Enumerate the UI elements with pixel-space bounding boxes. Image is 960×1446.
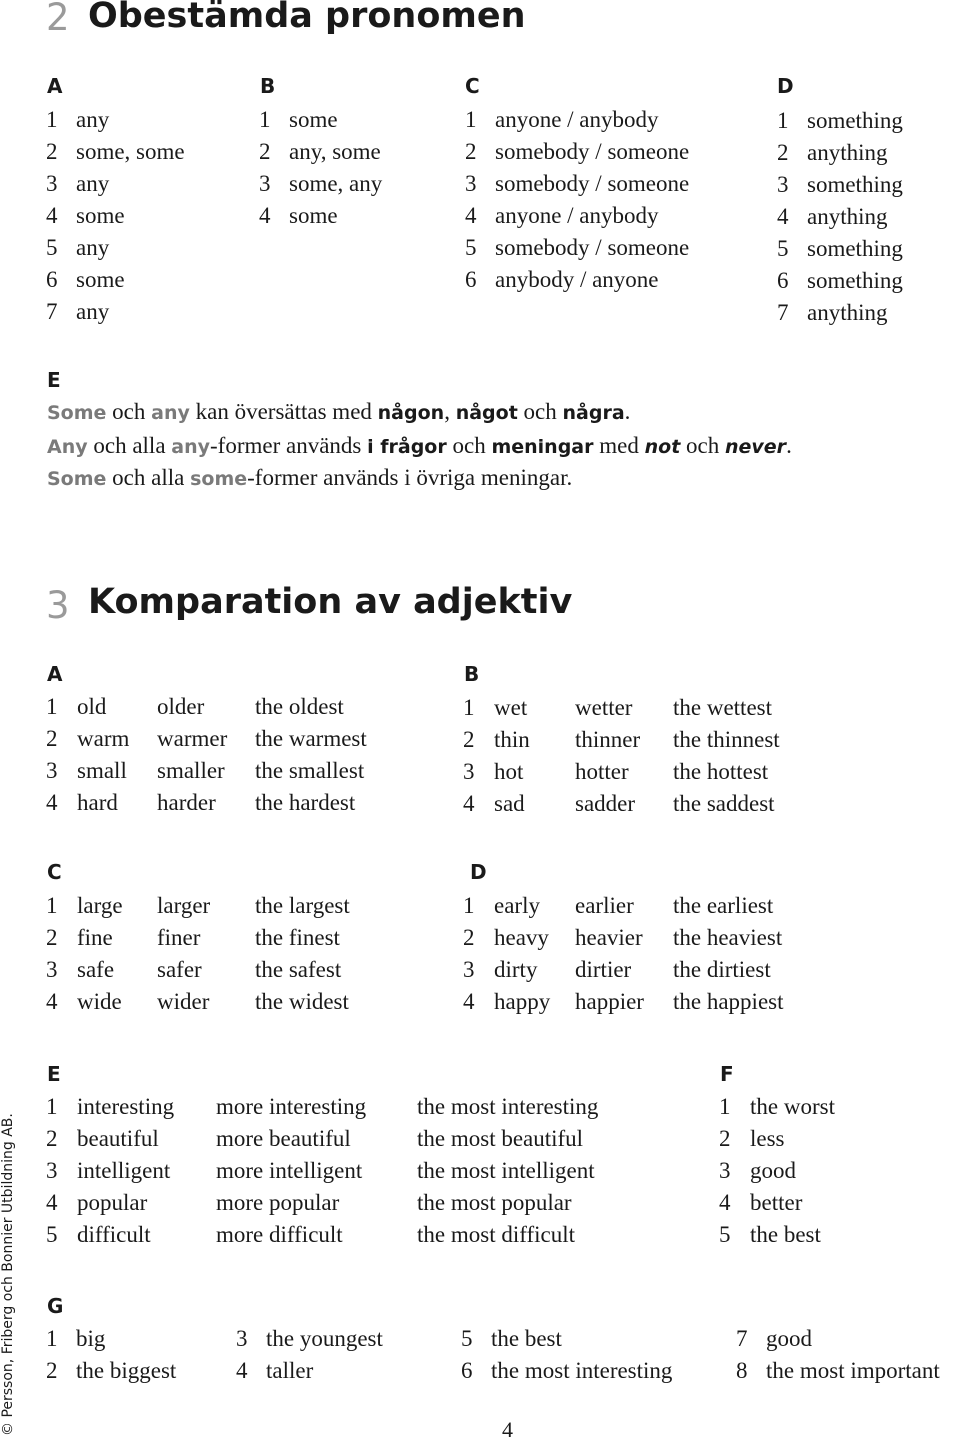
row-number: 2 [46, 925, 58, 950]
positive-form: hard [77, 790, 118, 815]
positive-form: hot [494, 759, 524, 784]
item-text: any [76, 171, 110, 196]
row-number: 2 [46, 726, 58, 751]
item-text: some, some [76, 139, 185, 164]
superlative-form: the saddest [673, 791, 775, 816]
item-number: 6 [46, 267, 58, 292]
item-number: 3 [46, 171, 58, 196]
table-row [46, 1091, 706, 1123]
s3-label-a: A [47, 662, 63, 686]
note-text: med [593, 433, 645, 458]
item-text: some [289, 203, 338, 228]
comparative-form: hotter [575, 759, 629, 784]
superlative-form: the widest [255, 989, 349, 1014]
s3-label-b: B [464, 662, 480, 686]
s3-label-g: G [47, 1294, 64, 1318]
note-text: och alla [87, 433, 172, 458]
item-number: 4 [465, 203, 477, 228]
table-row [463, 922, 883, 954]
note-word-i-fragor: i frågor [367, 436, 447, 458]
row-number: 1 [46, 893, 58, 918]
note-text: och [680, 433, 725, 458]
comparative-form: warmer [157, 726, 228, 751]
comparative-form: more difficult [216, 1222, 343, 1247]
item-number: 5 [719, 1222, 731, 1247]
table-row [46, 890, 446, 922]
superlative-form: the finest [255, 925, 340, 950]
comparative-form: smaller [157, 758, 225, 783]
positive-form: happy [494, 989, 551, 1014]
row-number: 3 [463, 759, 475, 784]
superlative-form: the happiest [673, 989, 784, 1014]
item-text: anything [807, 140, 888, 165]
positive-form: safe [77, 957, 115, 982]
list-item [465, 168, 765, 200]
section-2-title: Obestämda pronomen [88, 0, 526, 36]
item-text: good [750, 1158, 796, 1183]
list-item [719, 1219, 949, 1251]
item-text: somebody / someone [495, 235, 690, 260]
item-text: the worst [750, 1094, 835, 1119]
grid-item [736, 1323, 960, 1355]
comparative-form: thinner [575, 727, 641, 752]
copyright-notice: © Persson, Friberg och Bonnier Utbildning AB. [0, 1113, 16, 1436]
table-row [46, 755, 446, 787]
note-word-any: any [171, 436, 211, 458]
comparative-form: more popular [216, 1190, 340, 1215]
positive-form: popular [77, 1190, 148, 1215]
item-text: the most important [766, 1358, 940, 1383]
superlative-form: the hottest [673, 759, 769, 784]
item-number: 2 [777, 140, 789, 165]
list-item [777, 169, 957, 201]
superlative-form: the largest [255, 893, 350, 918]
list-item [777, 137, 957, 169]
positive-form: small [77, 758, 127, 783]
positive-form: wet [494, 695, 528, 720]
table-row [46, 954, 446, 986]
positive-form: old [77, 694, 107, 719]
list-item [46, 200, 246, 232]
item-text: big [76, 1326, 106, 1351]
note-text: -former används i övriga meningar. [247, 465, 573, 490]
comparative-form: more interesting [216, 1094, 367, 1119]
note-text: kan översättas med [189, 399, 378, 424]
item-text: some [76, 203, 125, 228]
item-number: 2 [46, 139, 58, 164]
item-text: the biggest [76, 1358, 177, 1383]
row-number: 4 [463, 791, 475, 816]
item-number: 6 [461, 1358, 473, 1383]
row-number: 4 [46, 790, 58, 815]
list-item [259, 136, 459, 168]
item-number: 1 [719, 1094, 731, 1119]
s3-label-f: F [720, 1062, 734, 1086]
list-item [46, 264, 246, 296]
list-item [465, 200, 765, 232]
row-number: 1 [463, 893, 475, 918]
table-row [463, 724, 883, 756]
item-text: the most interesting [491, 1358, 673, 1383]
item-number: 7 [736, 1326, 748, 1351]
row-number: 1 [46, 1094, 58, 1119]
list-item [719, 1091, 949, 1123]
item-number: 6 [465, 267, 477, 292]
row-number: 4 [46, 989, 58, 1014]
item-number: 1 [259, 107, 271, 132]
row-number: 4 [46, 1190, 58, 1215]
item-number: 3 [465, 171, 477, 196]
note-word-never: never [725, 436, 787, 458]
list-item [777, 233, 957, 265]
item-text: anything [807, 300, 888, 325]
superlative-form: the thinnest [673, 727, 780, 752]
list-item [46, 168, 246, 200]
item-number: 1 [777, 108, 789, 133]
item-text: the best [750, 1222, 821, 1247]
item-number: 5 [465, 235, 477, 260]
item-text: something [807, 268, 903, 293]
note-text: , [444, 399, 456, 424]
item-number: 1 [46, 107, 58, 132]
note-word-some: Some [47, 402, 107, 424]
list-item [465, 264, 765, 296]
section-3-title: Komparation av adjektiv [88, 582, 573, 622]
s3-label-c: C [47, 860, 62, 884]
s2-note-line-2 [47, 430, 792, 463]
comparative-form: earlier [575, 893, 634, 918]
page-number: 4 [502, 1417, 513, 1442]
comparative-form: dirtier [575, 957, 632, 982]
comparative-form: heavier [575, 925, 643, 950]
note-word-nagra: några [562, 402, 625, 424]
row-number: 5 [46, 1222, 58, 1247]
comparative-form: harder [157, 790, 216, 815]
table-row [46, 922, 446, 954]
note-word-nagon: någon [377, 402, 445, 424]
note-word-some: Some [47, 468, 107, 490]
item-text: any [76, 299, 110, 324]
grid-item [736, 1355, 960, 1387]
superlative-form: the dirtiest [673, 957, 771, 982]
note-text: och [106, 399, 152, 424]
grid-item [461, 1355, 691, 1387]
item-number: 3 [719, 1158, 731, 1183]
positive-form: thin [494, 727, 530, 752]
note-text: . [786, 433, 792, 458]
item-text: some [289, 107, 338, 132]
table-row [46, 1187, 706, 1219]
note-word-any: any [151, 402, 190, 424]
superlative-form: the smallest [255, 758, 365, 783]
list-item [777, 201, 957, 233]
row-number: 3 [46, 957, 58, 982]
superlative-form: the oldest [255, 694, 344, 719]
note-word-meningar: meningar [491, 436, 594, 458]
item-number: 6 [777, 268, 789, 293]
comparative-form: older [157, 694, 205, 719]
list-item [259, 104, 459, 136]
item-number: 4 [719, 1190, 731, 1215]
positive-form: difficult [77, 1222, 151, 1247]
row-number: 4 [463, 989, 475, 1014]
item-number: 4 [46, 203, 58, 228]
note-word-some: some [190, 468, 248, 490]
item-number: 1 [465, 107, 477, 132]
s2-note-line-1 [47, 396, 630, 429]
note-text: och alla [106, 465, 191, 490]
positive-form: beautiful [77, 1126, 159, 1151]
item-text: good [766, 1326, 812, 1351]
comparative-form: wetter [575, 695, 633, 720]
note-text: och [517, 399, 563, 424]
item-number: 7 [777, 300, 789, 325]
list-item [465, 136, 765, 168]
item-text: something [807, 172, 903, 197]
s2-label-b: B [260, 74, 276, 98]
row-number: 1 [463, 695, 475, 720]
item-number: 5 [46, 235, 58, 260]
item-number: 3 [777, 172, 789, 197]
item-number: 3 [259, 171, 271, 196]
list-item [777, 265, 957, 297]
table-row [46, 986, 446, 1018]
positive-form: heavy [494, 925, 549, 950]
table-row [46, 1219, 706, 1251]
item-number: 2 [259, 139, 271, 164]
item-number: 1 [46, 1326, 58, 1351]
comparative-form: larger [157, 893, 211, 918]
list-item [259, 200, 459, 232]
note-word-nagot: något [455, 402, 518, 424]
comparative-form: safer [157, 957, 202, 982]
item-number: 4 [777, 204, 789, 229]
item-text: any, some [289, 139, 381, 164]
positive-form: sad [494, 791, 525, 816]
item-text: anyone / anybody [495, 107, 659, 132]
list-item [465, 104, 765, 136]
comparative-form: finer [157, 925, 201, 950]
item-number: 2 [465, 139, 477, 164]
item-text: somebody / someone [495, 139, 690, 164]
superlative-form: the most popular [417, 1190, 572, 1215]
positive-form: warm [77, 726, 130, 751]
item-number: 8 [736, 1358, 748, 1383]
row-number: 2 [463, 925, 475, 950]
item-text: some, any [289, 171, 383, 196]
superlative-form: the hardest [255, 790, 356, 815]
note-word-any: Any [47, 436, 88, 458]
table-row [463, 692, 883, 724]
item-text: somebody / someone [495, 171, 690, 196]
table-row [46, 723, 446, 755]
positive-form: dirty [494, 957, 538, 982]
note-text: -former används [210, 433, 368, 458]
positive-form: wide [77, 989, 122, 1014]
list-item [46, 104, 246, 136]
grid-item [236, 1323, 466, 1355]
item-text: better [750, 1190, 803, 1215]
table-row [463, 890, 883, 922]
row-number: 2 [463, 727, 475, 752]
comparative-form: happier [575, 989, 644, 1014]
item-number: 3 [236, 1326, 248, 1351]
note-text: . [624, 399, 631, 424]
item-text: the best [491, 1326, 562, 1351]
table-row [46, 1155, 706, 1187]
item-text: any [76, 107, 110, 132]
item-text: taller [266, 1358, 314, 1383]
table-row [46, 691, 446, 723]
list-item [46, 232, 246, 264]
grid-item [236, 1355, 466, 1387]
s2-label-c: C [465, 74, 480, 98]
comparative-form: wider [157, 989, 210, 1014]
item-number: 5 [461, 1326, 473, 1351]
table-row [46, 787, 446, 819]
list-item [465, 232, 765, 264]
s2-label-e: E [47, 368, 61, 392]
row-number: 3 [463, 957, 475, 982]
superlative-form: the most interesting [417, 1094, 599, 1119]
s2-label-d: D [777, 74, 794, 98]
item-text: less [750, 1126, 785, 1151]
s2-note-line-3 [47, 462, 572, 495]
s2-label-a: A [47, 74, 63, 98]
s3-label-d: D [470, 860, 487, 884]
grid-item [461, 1323, 691, 1355]
comparative-form: more beautiful [216, 1126, 351, 1151]
positive-form: large [77, 893, 123, 918]
positive-form: fine [77, 925, 113, 950]
list-item [777, 297, 957, 329]
row-number: 1 [46, 694, 58, 719]
comparative-form: more intelligent [216, 1158, 363, 1183]
item-text: anybody / anyone [495, 267, 659, 292]
item-number: 2 [46, 1358, 58, 1383]
table-row [463, 954, 883, 986]
item-text: any [76, 235, 110, 260]
positive-form: interesting [77, 1094, 175, 1119]
list-item [719, 1123, 949, 1155]
row-number: 2 [46, 1126, 58, 1151]
list-item [719, 1155, 949, 1187]
note-text: och [446, 433, 492, 458]
item-text: anyone / anybody [495, 203, 659, 228]
table-row [463, 788, 883, 820]
positive-form: intelligent [77, 1158, 171, 1183]
superlative-form: the wettest [673, 695, 772, 720]
item-text: some [76, 267, 125, 292]
positive-form: early [494, 893, 540, 918]
list-item [259, 168, 459, 200]
item-text: the youngest [266, 1326, 383, 1351]
superlative-form: the warmest [255, 726, 367, 751]
item-text: something [807, 236, 903, 261]
row-number: 3 [46, 1158, 58, 1183]
table-row [463, 756, 883, 788]
item-number: 5 [777, 236, 789, 261]
item-number: 7 [46, 299, 58, 324]
item-text: something [807, 108, 903, 133]
list-item [719, 1187, 949, 1219]
row-number: 3 [46, 758, 58, 783]
item-number: 2 [719, 1126, 731, 1151]
superlative-form: the earliest [673, 893, 774, 918]
list-item [777, 105, 957, 137]
superlative-form: the most difficult [417, 1222, 576, 1247]
section-2-number: 2 [46, 0, 70, 39]
superlative-form: the safest [255, 957, 342, 982]
table-row [463, 986, 883, 1018]
section-3-number: 3 [46, 584, 70, 627]
comparative-form: sadder [575, 791, 636, 816]
list-item [46, 136, 246, 168]
item-number: 4 [236, 1358, 248, 1383]
s3-grid-g [46, 1323, 958, 1393]
item-number: 4 [259, 203, 271, 228]
table-row [46, 1123, 706, 1155]
item-text: anything [807, 204, 888, 229]
superlative-form: the most beautiful [417, 1126, 584, 1151]
s3-label-e: E [47, 1062, 61, 1086]
superlative-form: the most intelligent [417, 1158, 595, 1183]
note-word-not: not [644, 436, 681, 458]
superlative-form: the heaviest [673, 925, 783, 950]
list-item [46, 296, 246, 328]
